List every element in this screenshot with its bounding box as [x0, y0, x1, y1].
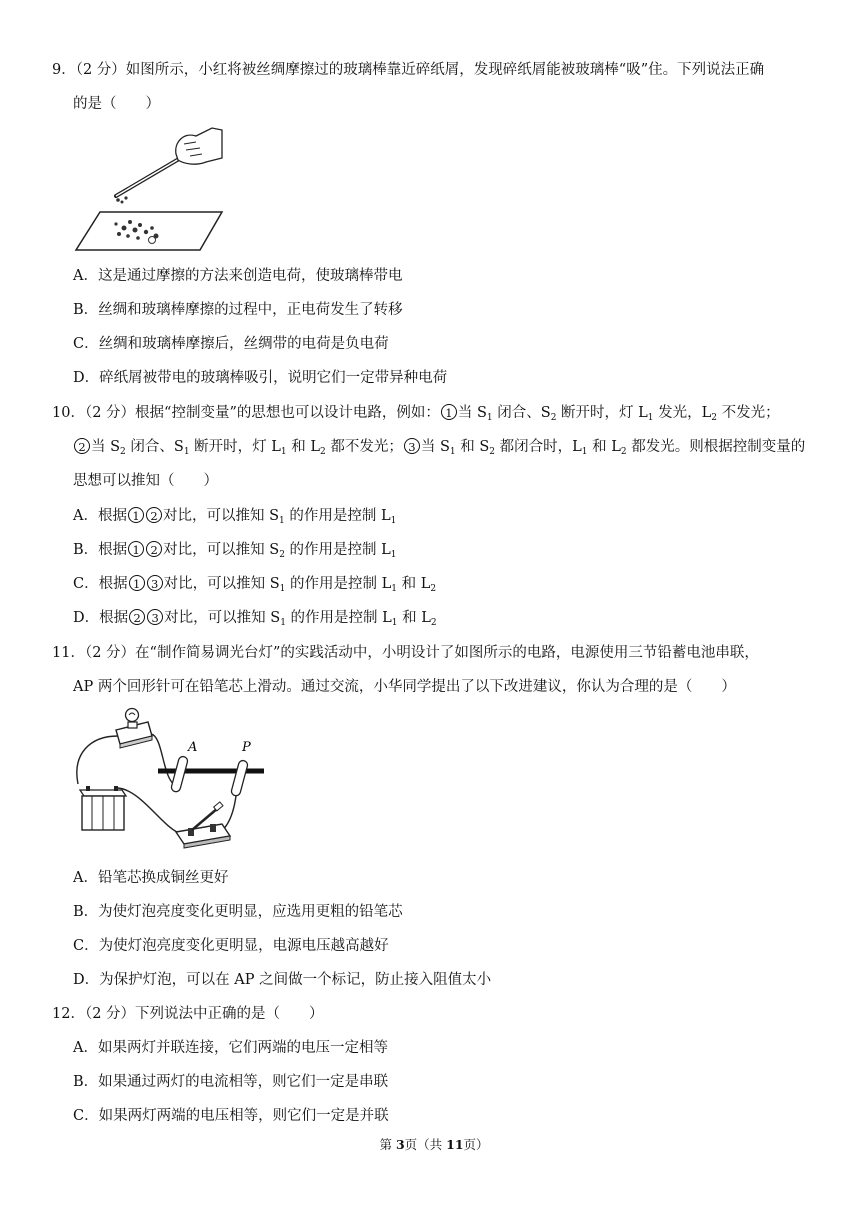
- q9-stem-line2: 的是（ ）: [73, 96, 160, 112]
- q11-circuit-figure: [72, 704, 272, 858]
- lamp-socket: [128, 722, 137, 728]
- q9-option-d: D．碎纸屑被带电的玻璃棒吸引，说明它们一定带异种电荷: [73, 370, 448, 386]
- q10-stem-line2: 2 当 $S_2$ 闭合、$S_1$ 断开时，灯 $L_1$ 和 $L_2$ 都不发光； 3 当 $S_1$ 和 $S_2$ 都闭合时，$L_1$ 和 $L_2$ 都发光。则根据控制变量的: [73, 437, 805, 457]
- circled-number-3: 3: [404, 438, 420, 454]
- clip-a: [170, 756, 188, 793]
- q10-stem-line1: 10．（2 分）根据“控制变量”的思想也可以设计电路，例如： 1 当 $S_1$ 闭合、$S_2$ 断开时，灯 $L_1$ 发光，$L_2$ 不发光；: [52, 405, 780, 423]
- label-a: A: [188, 740, 198, 755]
- q11-option-b: B．为使灯泡亮度变化更明显，应选用更粗的铅笔芯: [73, 904, 403, 920]
- battery-pack: [80, 786, 126, 830]
- q12-option-c: C．如果两灯两端的电压相等，则它们一定是并联: [73, 1108, 389, 1124]
- q9-option-b: B．丝绸和玻璃棒摩擦的过程中，正电荷发生了转移: [73, 302, 403, 318]
- label-p: P: [242, 740, 251, 755]
- q9-option-a: A．这是通过摩擦的方法来创造电荷，使玻璃棒带电: [73, 268, 403, 284]
- q12-option-b: B．如果通过两灯的电流相等，则它们一定是串联: [73, 1074, 389, 1090]
- circled-number-1: 1: [441, 404, 457, 420]
- q10-option-c: C．根据 1 3 对比，可以推知 $S_1$ 的作用是控制 $L_1$ 和 $L_2$: [73, 576, 437, 594]
- q9-option-c: C．丝绸和玻璃棒摩擦后，丝绸带的电荷是负电荷: [73, 336, 389, 352]
- q11-stem-line2: AP 两个回形针可在铅笔芯上滑动。通过交流，小华同学提出了以下改进建议，你认为合理的是（ ）: [73, 679, 736, 695]
- lamp-bulb: [126, 709, 139, 722]
- q10-option-d: D．根据 2 3 对比，可以推知 $S_1$ 的作用是控制 $L_1$ 和 $L_2$: [73, 610, 437, 628]
- q9-glass-rod-figure: [72, 124, 224, 252]
- q11-option-a: A．铅笔芯换成铜丝更好: [73, 870, 229, 886]
- page-number: 3: [395, 1137, 405, 1152]
- total-pages: 11: [446, 1137, 464, 1152]
- q9-stem-line1: 9．（2 分）如图所示，小红将被丝绸摩擦过的玻璃棒靠近碎纸屑，发现碎纸屑能被玻璃棒“吸”住。下列说法正确: [52, 62, 765, 78]
- q10-stem-line3: 思想可以推知（ ）: [73, 473, 218, 489]
- q11-stem-line1: 11．（2 分）在“制作简易调光台灯”的实践活动中，小明设计了如图所示的电路，电源使用三节铅蓄电池串联，: [52, 645, 759, 661]
- page-footer: 第 3页（共 11页）: [379, 1137, 489, 1152]
- q12-stem: 12．（2 分）下列说法中正确的是（ ）: [52, 1006, 324, 1022]
- q10-option-b: B．根据 1 2 对比，可以推知 $S_2$ 的作用是控制 $L_1$: [73, 542, 397, 560]
- knife-switch: [176, 802, 230, 848]
- q11-option-d: D．为保护灯泡，可以在 AP 之间做一个标记，防止接入阻值太小: [73, 972, 492, 988]
- q11-option-c: C．为使灯泡亮度变化更明显，电源电压越高越好: [73, 938, 389, 954]
- q12-option-a: A．如果两灯并联连接，它们两端的电压一定相等: [73, 1040, 388, 1056]
- circled-number-2: 2: [74, 438, 90, 454]
- q10-option-a: A．根据 1 2 对比，可以推知 $S_1$ 的作用是控制 $L_1$: [73, 508, 397, 526]
- clip-p: [230, 760, 248, 797]
